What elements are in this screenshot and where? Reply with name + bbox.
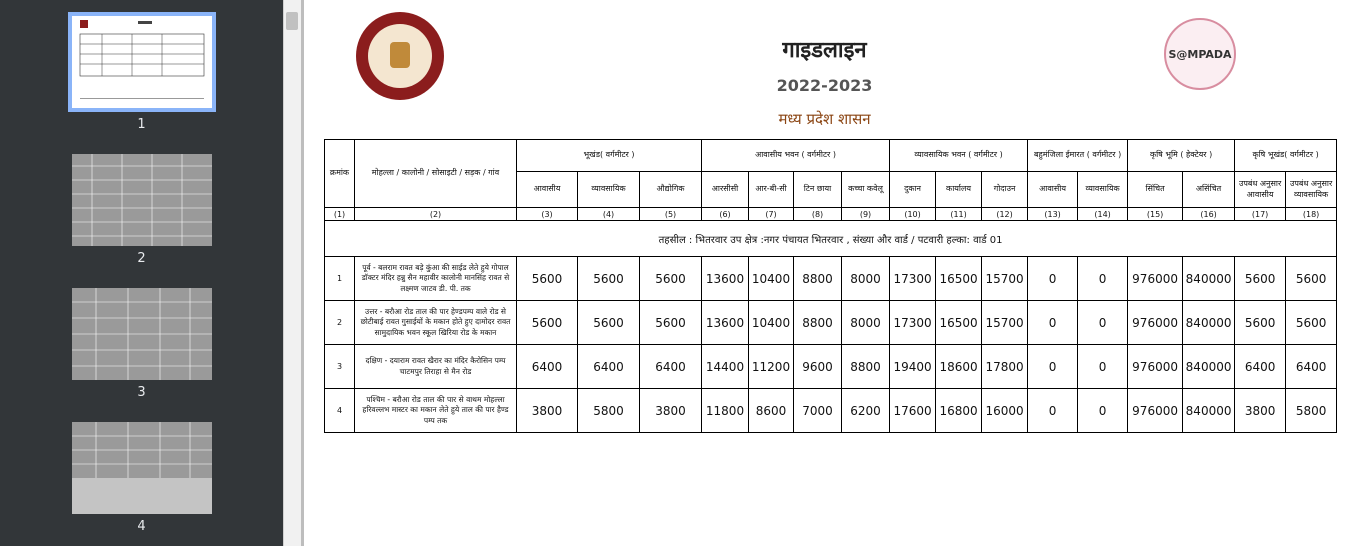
- table-row: [325, 389, 1337, 433]
- rate-cell: 11800: [702, 389, 749, 433]
- page-number: 4: [137, 519, 146, 534]
- rate-cell: 840000: [1183, 389, 1235, 433]
- rate-cell: 5600: [1235, 257, 1286, 301]
- page-thumbnail-2[interactable]: [72, 154, 212, 246]
- rate-cell: 10400: [749, 301, 794, 345]
- rate-cell: 840000: [1183, 345, 1235, 389]
- subheader-cell: कार्यालय: [936, 172, 982, 208]
- rate-cell: 13600: [702, 257, 749, 301]
- subheader-cell: असिंचित: [1183, 172, 1235, 208]
- rate-cell: 0: [1078, 257, 1128, 301]
- column-number-cell: (5): [640, 208, 702, 221]
- subheader-cell: कच्चा कवेलू: [842, 172, 890, 208]
- column-number-row: [325, 208, 1337, 221]
- rate-cell: 5600: [640, 257, 702, 301]
- row-serial: 1: [325, 257, 355, 301]
- row-serial: 4: [325, 389, 355, 433]
- row-serial: 2: [325, 301, 355, 345]
- rate-cell: 17800: [982, 345, 1028, 389]
- rate-cell: 16500: [936, 301, 982, 345]
- rate-cell: 10400: [749, 257, 794, 301]
- subheader-cell: आवासीय: [1028, 172, 1078, 208]
- rate-cell: 13600: [702, 301, 749, 345]
- rate-cell: 5600: [517, 301, 578, 345]
- rate-cell: 19400: [890, 345, 936, 389]
- rate-cell: 14400: [702, 345, 749, 389]
- rate-cell: 3800: [640, 389, 702, 433]
- column-number-cell: (17): [1235, 208, 1286, 221]
- row-location: दक्षिण - दयाराम रावत खैरार का मंदिर कैरोसिन पम्प चाटमपुर तिराहा से मैन रोड: [355, 345, 517, 389]
- rate-cell: 15700: [982, 301, 1028, 345]
- column-number-cell: (1): [325, 208, 355, 221]
- rate-cell: 5600: [578, 301, 640, 345]
- subheader-cell: आरसीसी: [702, 172, 749, 208]
- table-row: [325, 257, 1337, 301]
- rate-cell: 17300: [890, 301, 936, 345]
- rate-cell: 15700: [982, 257, 1028, 301]
- rate-cell: 7000: [794, 389, 842, 433]
- rate-cell: 6400: [517, 345, 578, 389]
- rate-cell: 0: [1078, 301, 1128, 345]
- subheader-cell: व्यावसायिक: [1078, 172, 1128, 208]
- row-location: उत्तर - बरौआ रोड ताल की पार हेण्डपम्प वाले रोड से छोटीबाई रावत गुसाईयों के मकान होते हुए दामोदर रावत सामुदायिक भवन स्कूल खिरिया रोड के मकान: [355, 301, 517, 345]
- header-group-agri-land: कृषि भूमि ( हेक्टेयर ): [1128, 140, 1235, 172]
- row-serial: 3: [325, 345, 355, 389]
- rate-cell: 18600: [936, 345, 982, 389]
- rate-cell: 0: [1028, 301, 1078, 345]
- rate-cell: 8000: [842, 301, 890, 345]
- rate-cell: 5800: [578, 389, 640, 433]
- subheader-cell: व्यावसायिक: [578, 172, 640, 208]
- document-title: गाइडलाइन: [782, 38, 867, 63]
- row-location: पश्चिम - बरौआ रोड ताल की पार से वाथम मोहल्ला हरिवल्लभ मास्टर का मकान लेते हुये ताल की पार हैण्ड पम्प तक: [355, 389, 517, 433]
- rate-cell: 16000: [982, 389, 1028, 433]
- rate-cell: 8000: [842, 257, 890, 301]
- rate-cell: 11200: [749, 345, 794, 389]
- column-number-cell: (7): [749, 208, 794, 221]
- column-number-cell: (3): [517, 208, 578, 221]
- table-row: [325, 345, 1337, 389]
- thumbnail-sidebar: [0, 0, 283, 546]
- thumbnail-preview: [72, 422, 212, 514]
- header-group-residential: आवासीय भवन ( वर्गमीटर ): [702, 140, 890, 172]
- rate-cell: 5600: [1286, 257, 1337, 301]
- subheader-cell: उपबंध अनुसार व्यावसायिक: [1286, 172, 1337, 208]
- page-thumbnail-1[interactable]: [72, 16, 212, 108]
- rate-cell: 8800: [794, 301, 842, 345]
- subheader-cell: आर-बी-सी: [749, 172, 794, 208]
- rate-cell: 0: [1028, 345, 1078, 389]
- rate-cell: 0: [1078, 389, 1128, 433]
- rate-cell: 6400: [1235, 345, 1286, 389]
- subheader-cell: आवासीय: [517, 172, 578, 208]
- rate-cell: 976000: [1128, 389, 1183, 433]
- thumbnail-preview: [72, 288, 212, 380]
- column-number-cell: (16): [1183, 208, 1235, 221]
- rate-cell: 5600: [517, 257, 578, 301]
- rate-cell: 8800: [842, 345, 890, 389]
- table-body: [325, 257, 1337, 433]
- rate-cell: 8600: [749, 389, 794, 433]
- column-number-cell: (4): [578, 208, 640, 221]
- subheader-cell: टिन छाया: [794, 172, 842, 208]
- table-row: [325, 301, 1337, 345]
- rate-cell: 976000: [1128, 257, 1183, 301]
- thumbnail-preview: [72, 154, 212, 246]
- column-number-cell: (8): [794, 208, 842, 221]
- rate-cell: 17300: [890, 257, 936, 301]
- rate-cell: 6200: [842, 389, 890, 433]
- sidebar-scrollbar[interactable]: [283, 0, 301, 546]
- rate-cell: 840000: [1183, 257, 1235, 301]
- column-number-cell: (6): [702, 208, 749, 221]
- subheader-cell: उपबंध अनुसार आवासीय: [1235, 172, 1286, 208]
- rate-cell: 17600: [890, 389, 936, 433]
- column-number-cell: (11): [936, 208, 982, 221]
- sampada-logo-text: S@MPADA: [1168, 48, 1232, 61]
- rate-cell: 5600: [578, 257, 640, 301]
- rate-cell: 3800: [517, 389, 578, 433]
- header-serial: क्रमांक: [325, 140, 355, 208]
- subheader-cell: गोदाउन: [982, 172, 1028, 208]
- rate-cell: 976000: [1128, 345, 1183, 389]
- rate-cell: 0: [1028, 389, 1078, 433]
- document-year: 2022-2023: [776, 76, 873, 95]
- column-number-cell: (9): [842, 208, 890, 221]
- page-thumbnail-4[interactable]: [72, 422, 212, 514]
- rate-cell: 16500: [936, 257, 982, 301]
- rate-cell: 976000: [1128, 301, 1183, 345]
- page-thumbnail-3[interactable]: [72, 288, 212, 380]
- column-number-cell: (10): [890, 208, 936, 221]
- rate-cell: 16800: [936, 389, 982, 433]
- rate-cell: 5800: [1286, 389, 1337, 433]
- document-page: [304, 0, 1345, 546]
- region-band: तहसील : भितरवार उप क्षेत्र :नगर पंचायत भितरवार , संख्या और वार्ड / पटवारी हल्का: वार्ड 01: [325, 221, 1337, 257]
- header-group-plot: भूखंड( वर्गमीटर ): [517, 140, 702, 172]
- column-number-cell: (15): [1128, 208, 1183, 221]
- rate-cell: 3800: [1235, 389, 1286, 433]
- rate-cell: 6400: [640, 345, 702, 389]
- rate-cell: 9600: [794, 345, 842, 389]
- rate-cell: 5600: [1286, 301, 1337, 345]
- page-number: 2: [137, 251, 146, 266]
- page-number: 1: [137, 117, 146, 132]
- rate-cell: 8800: [794, 257, 842, 301]
- rate-cell: 0: [1028, 257, 1078, 301]
- guideline-table: [324, 139, 1337, 433]
- scrollbar-thumb[interactable]: [286, 12, 298, 30]
- rate-cell: 840000: [1183, 301, 1235, 345]
- subheader-cell: औद्योगिक: [640, 172, 702, 208]
- subheader-cell: दुकान: [890, 172, 936, 208]
- header-group-commercial: व्यावसायिक भवन ( वर्गमीटर ): [890, 140, 1028, 172]
- rate-cell: 6400: [1286, 345, 1337, 389]
- row-location: पूर्व - बलराम रावत बड़े कुंआ की साईड लेते हुये गोपाल डॉक्टर मंदिर हन्नु सैन महावीर कालोनी मानसिंह रावत से लक्ष्मण जाटव डी. पी. तक: [355, 257, 517, 301]
- column-number-cell: (12): [982, 208, 1028, 221]
- subheader-cell: सिंचित: [1128, 172, 1183, 208]
- document-government: मध्य प्रदेश शासन: [778, 110, 871, 128]
- column-number-cell: (2): [355, 208, 517, 221]
- rate-cell: 5600: [640, 301, 702, 345]
- rate-cell: 5600: [1235, 301, 1286, 345]
- page-number: 3: [137, 385, 146, 400]
- column-number-cell: (13): [1028, 208, 1078, 221]
- column-number-cell: (14): [1078, 208, 1128, 221]
- rate-cell: 6400: [578, 345, 640, 389]
- header-group-agri-plot: कृषि भूखंड( वर्गमीटर ): [1235, 140, 1337, 172]
- header-group-multistorey: बहुमंजिला ईमारत ( वर्गमीटर ): [1028, 140, 1128, 172]
- thumbnail-preview: [72, 16, 212, 108]
- header-location: मोहल्ला / कालोनी / सोसाइटी / सड़क / गांव: [355, 140, 517, 208]
- column-number-cell: (18): [1286, 208, 1337, 221]
- rate-cell: 0: [1078, 345, 1128, 389]
